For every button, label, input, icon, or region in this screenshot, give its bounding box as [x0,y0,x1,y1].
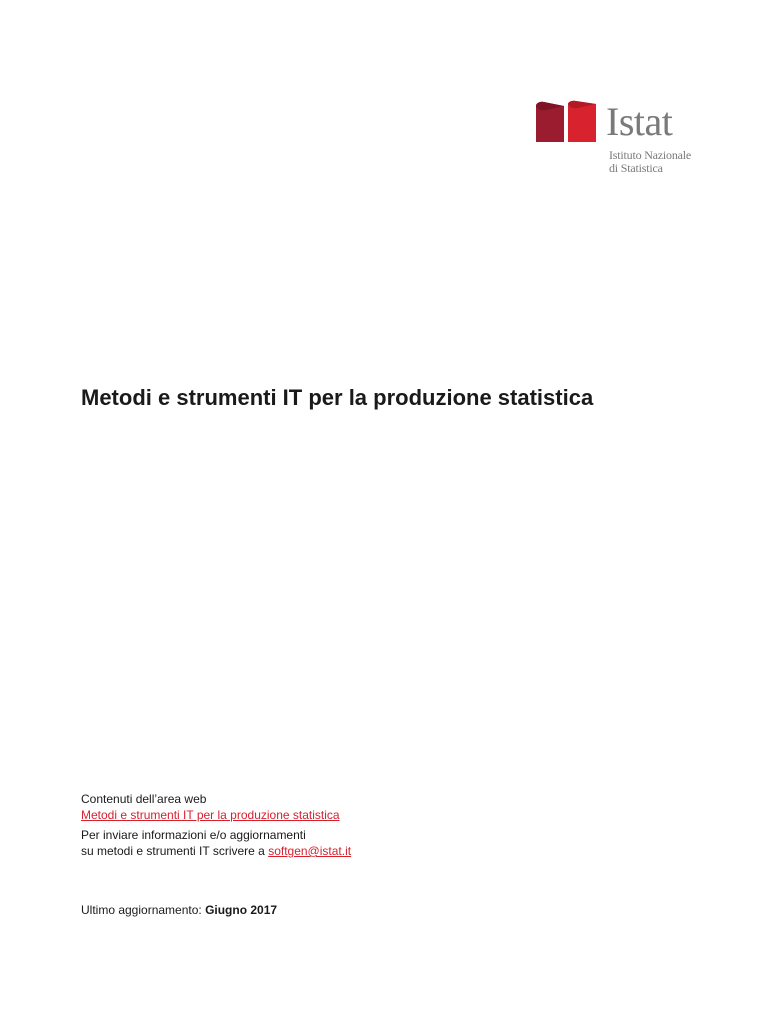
last-updated [81,902,277,918]
email-link[interactable]: softgen@istat.it [268,844,352,858]
contents-label: Contenuti dell’area web [81,792,207,806]
footer-info [81,791,681,859]
updated-value: Giugno 2017 [205,903,278,917]
logo-name: Istat [606,99,673,144]
document-title: Metodi e strumenti IT per la produzione statistica [81,385,594,410]
istat-logo [534,100,694,180]
contents-link[interactable]: Metodi e strumenti IT per la produzione statistica [81,808,340,822]
info-line-2-text: su metodi e strumenti IT scrivere a [81,844,269,858]
logo-subtitle-line2: di Statistica [609,161,663,175]
istat-logo-mark-icon [534,100,598,144]
logo-subtitle-line1: Istituto Nazionale [609,148,692,162]
info-line-1: Per inviare informazioni e/o aggiornamenti [81,828,306,842]
info-line-2 [81,843,681,859]
logo-subtitle [609,149,691,175]
updated-label: Ultimo aggiornamento: [81,903,206,917]
